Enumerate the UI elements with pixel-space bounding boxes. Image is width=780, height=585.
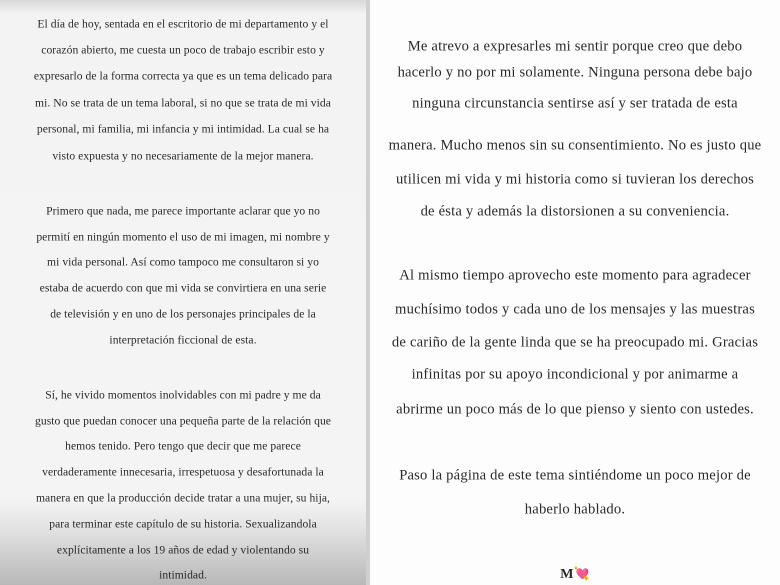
text-line: infinitas por su apoyo incondicional y por animarme a bbox=[411, 366, 739, 383]
text-line: Al mismo tiempo aprovecho este momento para agradecer bbox=[399, 267, 751, 284]
text-line: estaba de acuerdo con que mi vida se convirtiera en una serie bbox=[39, 281, 327, 295]
text-line: expresarlo de la forma correcta ya que es un tema delicado para bbox=[33, 69, 333, 83]
text-line: utilicen mi vida y mi historia como si tuvieran los derechos bbox=[395, 171, 755, 188]
text-line: Me atrevo a expresarles mi sentir porque creo que debo bbox=[407, 38, 743, 55]
text-line: Paso la página de este tema sintiéndome un poco mejor de bbox=[399, 467, 751, 484]
text-line: permití en ningún momento el uso de mi imagen, mi nombre y bbox=[36, 230, 330, 244]
text-line: muchísimo todos y cada uno de los mensajes y las muestras bbox=[395, 301, 755, 318]
text-line: abrirme un poco más de lo que pienso y siento con ustedes. bbox=[396, 401, 754, 418]
text-line: de ésta y además la distorsionen a su conveniencia. bbox=[420, 203, 730, 220]
text-line: corazón abierto, me cuesta un poco de trabajo escribir esto y bbox=[41, 43, 325, 57]
text-line: para terminar este capítulo de su historia. Sexualizandola bbox=[49, 517, 317, 531]
signature-letter: M bbox=[560, 567, 574, 582]
heart-with-arrow-icon: 💘 bbox=[573, 566, 590, 581]
text-line: de televisión y en uno de los personajes principales de la bbox=[50, 307, 316, 321]
signature bbox=[370, 566, 780, 583]
text-line: El día de hoy, sentada en el escritorio de mi departamento y el bbox=[37, 17, 329, 31]
text-line: explícitamente a los 19 años de edad y violentando su bbox=[56, 543, 310, 557]
text-line: hacerlo y no por mi solamente. Ninguna persona debe bajo bbox=[397, 64, 753, 81]
text-line: visto expuesta y no necesariamente de la mejor manera. bbox=[52, 149, 314, 163]
text-line: personal, mi familia, mi infancia y mi intimidad. La cual se ha bbox=[36, 122, 330, 136]
text-line: verdaderamente innecesaria, irrespetuosa y desafortunada la bbox=[42, 465, 324, 479]
text-line: intimidad. bbox=[159, 568, 207, 582]
right-page bbox=[370, 0, 780, 585]
text-line: de cariño de la gente linda que se ha preocupado mi. Gracias bbox=[391, 334, 759, 351]
text-line: ninguna circunstancia sentirse así y ser tratada de esta bbox=[412, 95, 738, 112]
text-line: manera en que la producción decide tratar a una mujer, su hija, bbox=[35, 491, 330, 505]
left-page bbox=[0, 0, 366, 585]
text-line: mi vida personal. Así como tampoco me consultaron si yo bbox=[47, 255, 319, 269]
text-line: haberlo hablado. bbox=[524, 501, 626, 518]
text-line: hemos tenido. Pero tengo que decir que me parece bbox=[65, 439, 301, 453]
text-line: Primero que nada, me parece importante aclarar que yo no bbox=[46, 204, 320, 218]
text-line: mi. No se trata de un tema laboral, si no que se trata de mi vida bbox=[35, 96, 331, 110]
text-line: Sí, he vivido momentos inolvidables con mi padre y me da bbox=[45, 388, 321, 402]
text-line: gusto que puedan conocer una pequeña parte de la relación que bbox=[35, 414, 331, 428]
text-line: interpretación ficcional de esta. bbox=[109, 333, 257, 347]
text-line: manera. Mucho menos sin su consentimiento. No es justo que bbox=[388, 137, 762, 154]
